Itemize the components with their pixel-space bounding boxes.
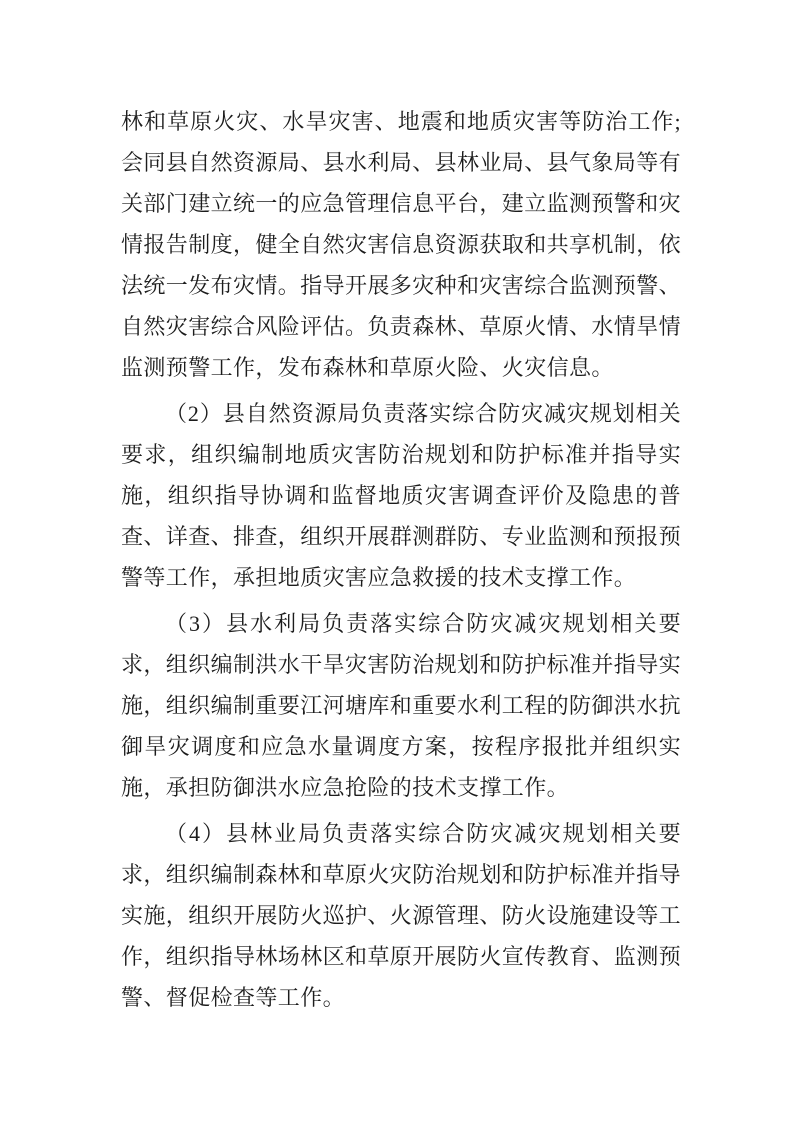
paragraph: （4）县林业局负责落实综合防灾减灾规划相关要求，组织编制森林和草原火灾防治规划和防护标准并指导实施，组织开展防火巡护、火源管理、防火设施建设等工作，组织指导林场林区和草原开展防火宣传教育、监测预警、督促检查等工作。	[121, 821, 682, 1010]
document-body	[121, 101, 681, 1018]
paragraph: 林和草原火灾、水旱灾害、地震和地质灾害等防治工作;会同县自然资源局、县水利局、县林业局、县气象局等有关部门建立统一的应急管理信息平台，建立监测预警和灾情报告制度，健全自然灾害信息资源获取和共享机制，依法统一发布灾情。指导开展多灾种和灾害综合监测预警、自然灾害综合风险评估。负责森林、草原火情、水情旱情监测预警工作，发布森林和草原火险、火灾信息。	[121, 109, 682, 380]
paragraph: （2）县自然资源局负责落实综合防灾减灾规划相关要求，组织编制地质灾害防治规划和防护标准并指导实施，组织指导协调和监督地质灾害调查评价及隐患的普查、详查、排查，组织开展群测群防、专业监测和预报预警等工作，承担地质灾害应急救援的技术支撑工作。	[121, 401, 682, 590]
paragraph: （3）县水利局负责落实综合防灾减灾规划相关要求，组织编制洪水干旱灾害防治规划和防护标准并指导实施，组织编制重要江河塘库和重要水利工程的防御洪水抗御旱灾调度和应急水量调度方案，按程序报批并组织实施，承担防御洪水应急抢险的技术支撑工作。	[121, 611, 682, 800]
